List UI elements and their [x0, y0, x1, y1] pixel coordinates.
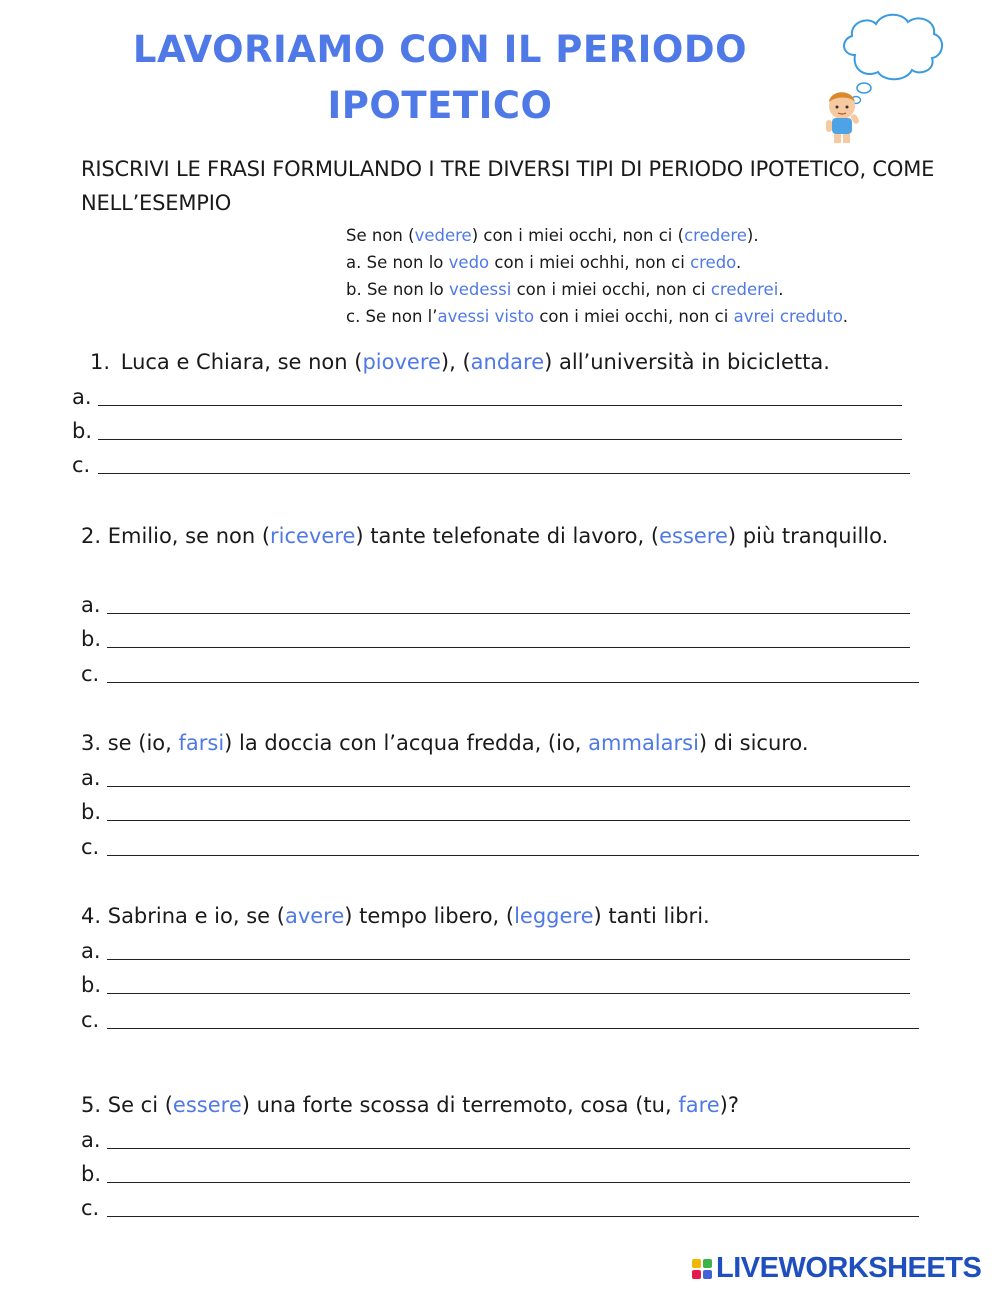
question-text: ) all’università in bicicletta.: [544, 350, 830, 374]
answer-label: b.: [81, 973, 102, 997]
logo-block: [692, 1270, 701, 1279]
example-text: b. Se non lo: [346, 280, 450, 299]
answer-label: b.: [81, 800, 102, 824]
question-verb: essere: [659, 524, 728, 548]
answer-4a[interactable]: [81, 934, 910, 968]
answer-line[interactable]: [98, 472, 910, 474]
answer-3b[interactable]: [81, 795, 910, 829]
question-3: [81, 726, 809, 761]
thinking-child-illustration: [820, 10, 950, 145]
question-verb: andare: [470, 350, 545, 374]
example-text: .: [778, 280, 784, 299]
answer-line[interactable]: [107, 785, 910, 787]
question-number: 3.: [81, 731, 102, 755]
question-text: ), (: [440, 350, 471, 374]
example-text: Se non (: [346, 226, 415, 245]
question-number: 4.: [81, 904, 102, 928]
answer-2a[interactable]: [81, 588, 910, 622]
example-line-b: [346, 276, 848, 303]
answer-line[interactable]: [107, 992, 910, 994]
answer-label: b.: [81, 1162, 102, 1186]
question-5: [81, 1088, 739, 1123]
question-verb: fare: [678, 1093, 720, 1117]
example-verb: vedessi: [449, 280, 512, 299]
logo-block: [692, 1259, 701, 1268]
example-text: c. Se non l’: [346, 307, 438, 326]
answer-line[interactable]: [107, 1147, 910, 1149]
example-verb: vedo: [448, 253, 490, 272]
example-text: con i miei occhi, non ci: [511, 280, 711, 299]
answer-5a[interactable]: [81, 1123, 910, 1157]
example-text: .: [736, 253, 742, 272]
page-title-line2: IPOTETICO: [327, 84, 553, 127]
answer-line[interactable]: [107, 681, 919, 683]
example-verb: avessi visto: [437, 307, 535, 326]
example-verb: crederei: [710, 280, 779, 299]
example-text: .: [842, 307, 848, 326]
page-title-line1: LAVORIAMO CON IL PERIODO: [132, 28, 748, 71]
answer-label: a.: [81, 939, 101, 963]
question-number: 1.: [90, 350, 111, 374]
example-text: a. Se non lo: [346, 253, 449, 272]
answer-line[interactable]: [107, 854, 919, 856]
answer-1c[interactable]: [72, 448, 910, 482]
example-text: ) con i miei occhi, non ci (: [471, 226, 685, 245]
instruction-text: RISCRIVI LE FRASI FORMULANDO I TRE DIVERSI TIPI DI PERIODO IPOTETICO, COME NELL’ESEMPIO: [81, 157, 935, 215]
answer-line[interactable]: [98, 438, 902, 440]
answer-label: a.: [81, 1128, 101, 1152]
example-line-c: [346, 303, 848, 330]
question-2: [81, 519, 921, 553]
answer-3a[interactable]: [81, 761, 910, 795]
question-text: Emilio, se non (: [107, 524, 271, 548]
question-4: [81, 899, 710, 934]
question-verb: ricevere: [270, 524, 356, 548]
answer-line[interactable]: [107, 612, 910, 614]
answer-label: c.: [81, 662, 100, 686]
example-verb: avrei creduto: [733, 307, 843, 326]
liveworksheets-logo[interactable]: [692, 1252, 981, 1285]
example-text: ).: [746, 226, 759, 245]
question-1: [90, 345, 830, 380]
answer-5c[interactable]: [81, 1191, 919, 1225]
answer-label: c.: [81, 1196, 100, 1220]
answer-4b[interactable]: [81, 968, 910, 1002]
answer-3c[interactable]: [81, 830, 919, 864]
answer-label: c.: [81, 835, 100, 859]
answer-label: c.: [72, 453, 91, 477]
question-text: ) la doccia con l’acqua fredda, (io,: [224, 731, 589, 755]
question-number: 5.: [81, 1093, 102, 1117]
example-line: [346, 222, 848, 249]
answer-line[interactable]: [107, 646, 910, 648]
answer-1a[interactable]: [72, 380, 902, 414]
question-verb: avere: [284, 904, 345, 928]
question-text: Sabrina e io, se (: [107, 904, 285, 928]
answer-line[interactable]: [107, 958, 910, 960]
question-number: 2.: [81, 524, 102, 548]
answer-label: a.: [72, 385, 92, 409]
answer-label: b.: [72, 419, 93, 443]
question-text: se (io,: [107, 731, 179, 755]
logo-block: [703, 1259, 712, 1268]
answer-label: a.: [81, 593, 101, 617]
example-line-a: [346, 249, 848, 276]
answer-line[interactable]: [107, 819, 910, 821]
logo-text: LIVEWORKSHEETS: [716, 1252, 982, 1284]
example-text: con i miei ochhi, non ci: [489, 253, 691, 272]
question-text: ) una forte scossa di terremoto, cosa (tu,: [241, 1093, 679, 1117]
answer-4c[interactable]: [81, 1003, 919, 1037]
answer-1b[interactable]: [72, 414, 902, 448]
question-verb: leggere: [514, 904, 594, 928]
example-verb: vedere: [414, 226, 472, 245]
example-block: [346, 222, 848, 330]
answer-line[interactable]: [107, 1181, 910, 1183]
example-verb: credo: [690, 253, 736, 272]
answer-label: b.: [81, 627, 102, 651]
logo-blocks-icon: [692, 1259, 712, 1279]
answer-2c[interactable]: [81, 657, 919, 691]
question-text: ) più tranquillo.: [727, 524, 889, 548]
answer-label: a.: [81, 766, 101, 790]
example-text: con i miei occhi, non ci: [534, 307, 734, 326]
question-text: Luca e Chiara, se non (: [120, 350, 363, 374]
question-text: Se ci (: [107, 1093, 173, 1117]
question-text: ) tempo libero, (: [344, 904, 515, 928]
answer-2b[interactable]: [81, 622, 910, 656]
answer-line[interactable]: [107, 1027, 919, 1029]
question-verb: essere: [172, 1093, 242, 1117]
question-text: ) tante telefonate di lavoro, (: [355, 524, 660, 548]
question-text: ) di sicuro.: [698, 731, 809, 755]
question-verb: farsi: [178, 731, 225, 755]
answer-label: c.: [81, 1008, 100, 1032]
question-text: ) tanti libri.: [593, 904, 710, 928]
question-verb: ammalarsi: [588, 731, 699, 755]
question-text: )?: [719, 1093, 740, 1117]
example-verb: credere: [684, 226, 747, 245]
answer-line[interactable]: [107, 1215, 919, 1217]
logo-block: [703, 1270, 712, 1279]
answer-5b[interactable]: [81, 1157, 910, 1191]
answer-line[interactable]: [98, 404, 902, 406]
question-verb: piovere: [362, 350, 441, 374]
